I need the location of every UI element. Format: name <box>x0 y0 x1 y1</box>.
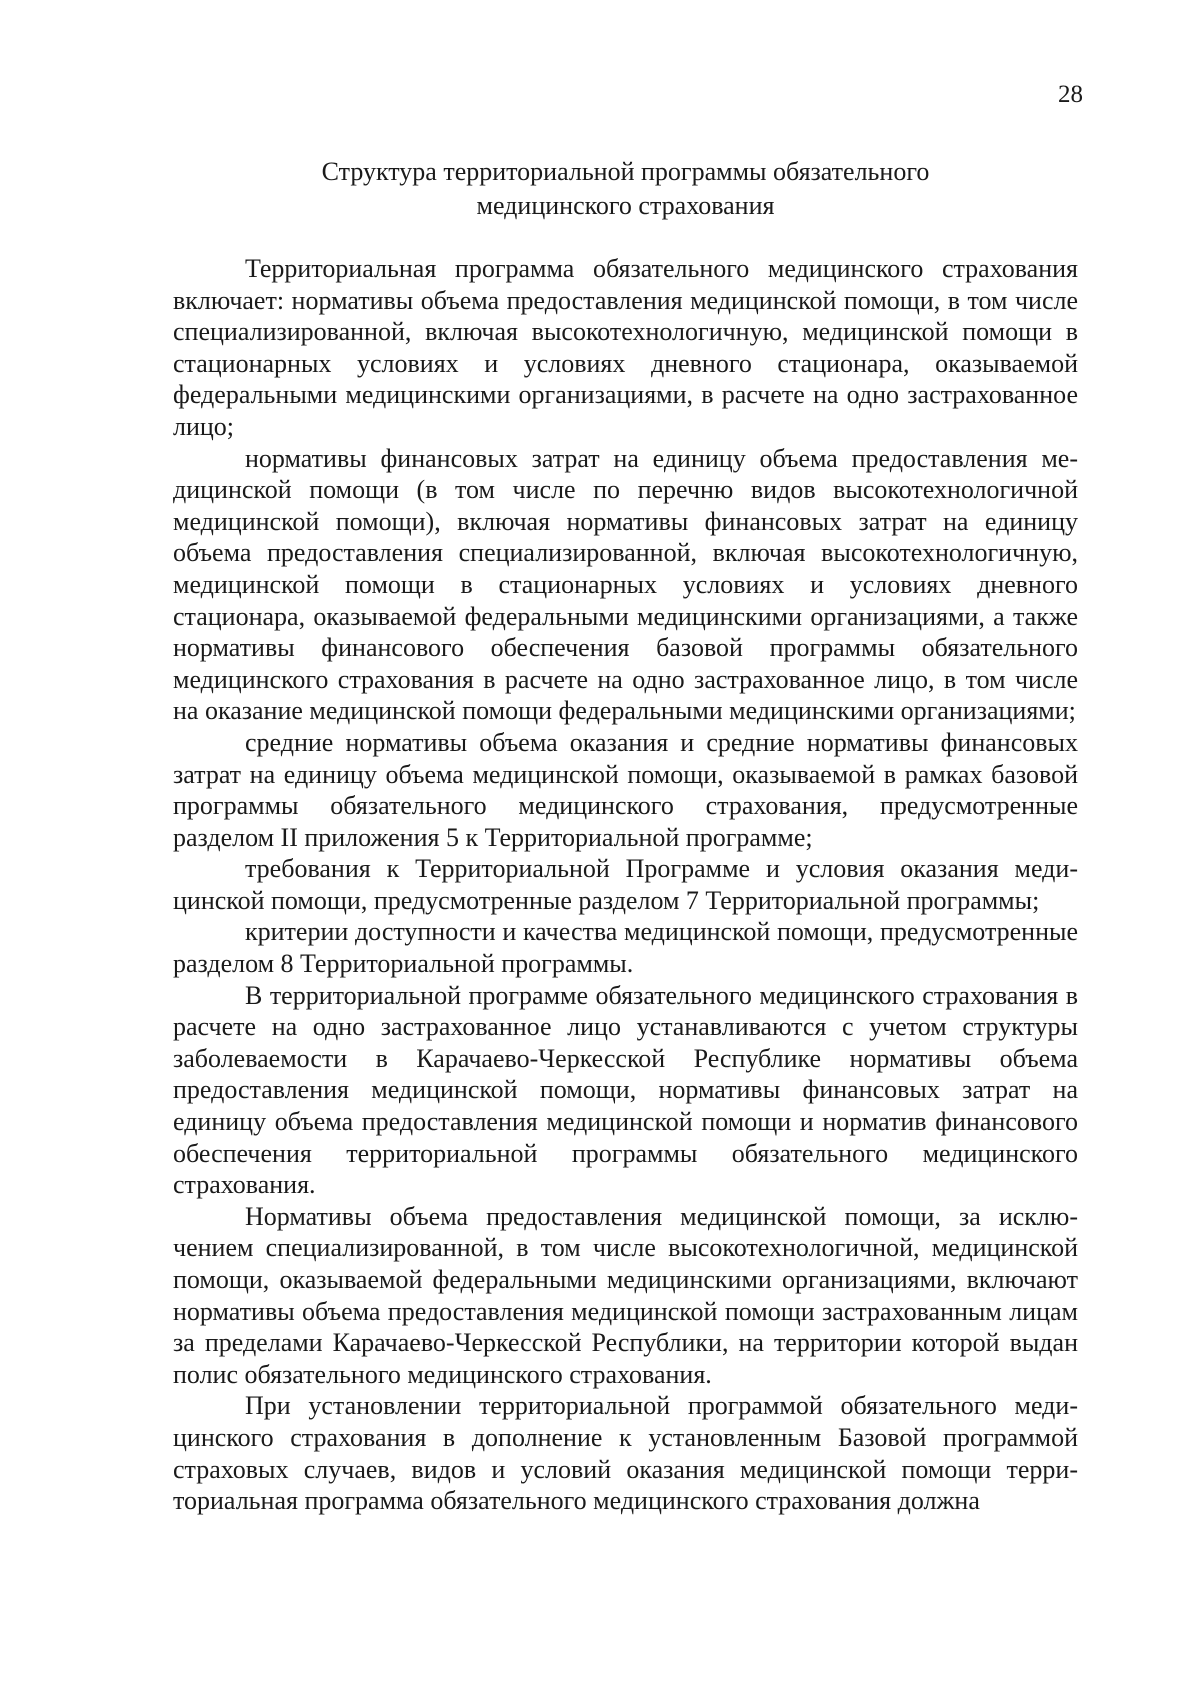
document-body <box>173 253 1078 1517</box>
paragraph-5: критерии доступности и качества медицинской помощи, предусмотренные разделом 8 Территориальной программы. <box>173 917 1078 979</box>
paragraph-2: нормативы финансовых затрат на единицу объема предоставления медицинской помощи (в том числе по перечню видов высокотехнологичной медицинской помощи), включая нормативы финансовых затрат на единицу объема предоставления специализированной, включая высокотехнологичную, медицинской помощи в стационарных условиях и условиях дневного стационара, оказываемой федеральными медицинскими организациями, а также нормативы финансового обеспечения базовой программы обязательного медицинского страхования в расчете на одно застрахованное лицо, в том числе на оказание медицинской помощи федеральными медицинскими организациями; <box>173 443 1078 726</box>
paragraph-1: Территориальная программа обязательного медицинского страхования включает: нормативы объема предоставления медицинской помощи, в том числе специализированной, включая высокотехнологичную, медицинской помощи в стационарных условиях и условиях дневного стационара, оказываемой федеральными медицинскими организациями, в расчете на одно застрахованное лицо; <box>173 254 1078 441</box>
document-title <box>173 155 1078 223</box>
paragraph-7: Нормативы объема предоставления медицинской помощи, за исключением специализированной, в том числе высокотехнологичной, медицинской помощи, оказываемой федеральными медицинскими организациями, включают нормативы объема предоставления медицинской помощи застрахованным лицам за пределами Карачаево-Черкесской Республики, на территории которой выдан полис обязательного медицинского страхования. <box>173 1201 1078 1389</box>
paragraph-3: средние нормативы объема оказания и средние нормативы финансовых затрат на единицу объема медицинской помощи, оказываемой в рамках базовой программы обязательного медицинского страхования, предусмотренные разделом II приложения 5 к Территориальной программе; <box>173 727 1078 852</box>
title-line-2: медицинского страхования <box>476 191 775 220</box>
page-number: 28 <box>1058 81 1083 108</box>
title-line-1: Структура территориальной программы обязательного <box>321 157 930 186</box>
paragraph-8: При установлении территориальной программой обязательного медицинского страхования в дополнение к установленным Базовой программой страховых случаев, видов и условий оказания медицинской помощи территориальная программа обязательного медицинского страхования должна <box>173 1391 1078 1516</box>
paragraph-4: требования к Территориальной Программе и условия оказания медицинской помощи, предусмотренные разделом 7 Территориальной программы; <box>173 854 1078 915</box>
paragraph-6: В территориальной программе обязательного медицинского страхования в расчете на одно застрахованное лицо устанавливаются с учетом структуры заболеваемости в Карачаево-Черкесской Республике нормативы объема предоставления медицинской помощи, нормативы финансовых затрат на единицу объема предоставления медицинской помощи и норматив финансового обеспечения территориальной программы обязательного медицинского страхования. <box>173 980 1078 1200</box>
